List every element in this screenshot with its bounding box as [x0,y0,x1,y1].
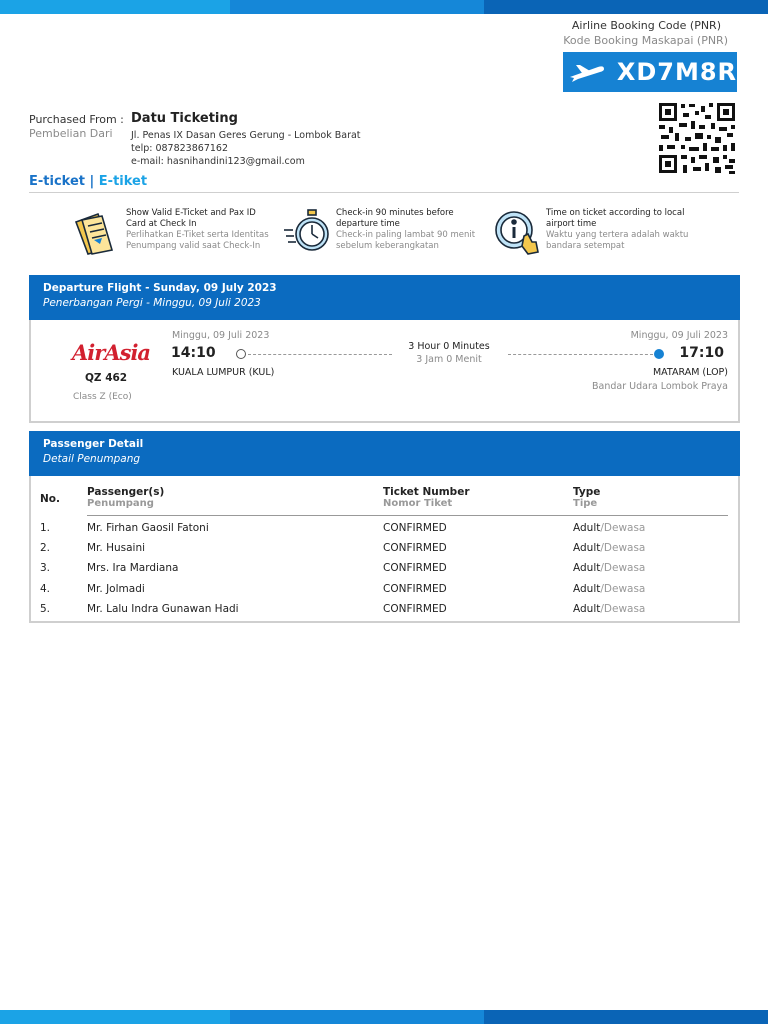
row-type [573,542,645,554]
eticket-title-en: E-ticket [29,174,85,189]
row-type [573,603,645,615]
row-type-en: Adult [573,562,601,574]
top-stripe [0,0,768,14]
airplane-icon [563,52,611,92]
col-type-header: Type [573,486,601,498]
qr-code-icon [657,101,737,175]
pnr-code: XD7M8R [616,58,737,86]
row-type-en: Adult [573,522,601,534]
route-line-right [508,354,653,355]
stopwatch-icon [282,208,332,256]
row-type-id: /Dewasa [600,542,646,554]
arrival-dot [654,349,664,359]
row-type [573,562,645,574]
arrival-time: 17:10 [679,345,724,361]
agent-name: Datu Ticketing [131,111,238,126]
row-type-id: /Dewasa [600,522,646,534]
table-header-rule [87,515,728,516]
info-time-en: Time on ticket according to local airport time [546,208,685,229]
row-name: Mr. Lalu Indra Gunawan Hadi [87,603,239,615]
row-name: Mrs. Ira Mardiana [87,562,179,574]
row-ticket: CONFIRMED [383,583,447,595]
arrival-city: MATARAM (LOP) [652,367,728,378]
departure-header-id: Penerbangan Pergi - Minggu, 09 Juli 2023 [43,297,261,309]
departure-city: KUALA LUMPUR (KUL) [172,367,275,378]
info-item-time [492,208,691,256]
arrival-date: Minggu, 09 Juli 2023 [630,330,728,341]
purchased-from-label-id: Pembelian Dari [29,127,113,140]
passenger-header-en: Passenger Detail [43,438,144,450]
departure-dot [236,349,246,359]
row-no: 1. [40,522,51,534]
col-name-header-id: Penumpang [87,498,154,509]
info-eticket-en: Show Valid E-Ticket and Pax ID Card at Check In [126,208,256,229]
row-ticket: CONFIRMED [383,522,447,534]
info-item-checkin [282,208,476,256]
col-type-header-id: Tipe [573,498,598,509]
row-type-id: /Dewasa [600,583,646,595]
agent-phone: telp: 087823867162 [131,143,228,154]
row-type [573,522,645,534]
row-no: 2. [40,542,51,554]
departure-time: 14:10 [171,345,216,361]
agent-address: Jl. Penas IX Dasan Geres Gerung - Lombok Barat [131,130,361,141]
eticket-title [29,174,147,189]
arrival-airport: Bandar Udara Lombok Praya [592,381,728,392]
flight-class: Class Z (Eco) [73,392,132,402]
row-type-en: Adult [573,603,601,615]
departure-date: Minggu, 09 Juli 2023 [172,330,270,341]
row-ticket: CONFIRMED [383,542,447,554]
row-no: 3. [40,562,51,574]
col-ticket-header-id: Nomor Tiket [383,498,453,509]
row-type-en: Adult [573,583,601,595]
departure-header-en: Departure Flight - Sunday, 09 July 2023 [43,282,277,294]
pnr-badge [563,52,737,92]
purchased-from-label: Purchased From : [29,113,124,126]
col-no-header: No. [40,493,60,505]
agent-email: e-mail: hasnihandini123@gmail.com [131,156,305,167]
divider [29,192,739,193]
row-type [573,583,645,595]
flight-number: QZ 462 [85,372,128,384]
row-no: 4. [40,583,51,595]
row-no: 5. [40,603,51,615]
row-type-id: /Dewasa [600,562,646,574]
col-name-header: Passenger(s) [87,486,165,498]
row-name: Mr. Jolmadi [87,583,145,595]
col-ticket-header: Ticket Number [383,486,470,498]
eticket-title-id: E-tiket [98,174,148,189]
info-time-id: Waktu yang tertera adalah waktu bandara setempat [546,230,689,251]
row-name: Mr. Firhan Gaosil Fatoni [87,522,209,534]
row-type-id: /Dewasa [600,603,646,615]
airasia-logo: AirAsia [72,340,151,365]
bottom-stripe [0,1010,768,1024]
pnr-label: Airline Booking Code (PNR) [571,19,721,32]
row-type-en: Adult [573,542,601,554]
passenger-header-id: Detail Penumpang [43,453,141,465]
row-ticket: CONFIRMED [383,562,447,574]
info-checkin-en: Check-in 90 minutes before departure time [336,208,454,229]
ticket-icon [72,208,122,256]
info-checkin-id: Check-in paling lambat 90 menit sebelum keberangkatan [336,230,476,251]
eticket-separator: | [89,174,95,189]
route-line-left [248,354,392,355]
departure-header [29,275,740,320]
pnr-label-id: Kode Booking Maskapai (PNR) [563,34,728,47]
duration-id: 3 Jam 0 Menit [416,354,482,365]
info-item-eticket [72,208,271,256]
info-hand-icon [492,208,542,256]
info-eticket-id: Perlihatkan E-Tiket serta Identitas Penumpang valid saat Check-In [126,230,269,251]
row-ticket: CONFIRMED [383,603,447,615]
row-name: Mr. Husaini [87,542,146,554]
duration-en: 3 Hour 0 Minutes [408,341,490,352]
passenger-header [29,431,740,476]
